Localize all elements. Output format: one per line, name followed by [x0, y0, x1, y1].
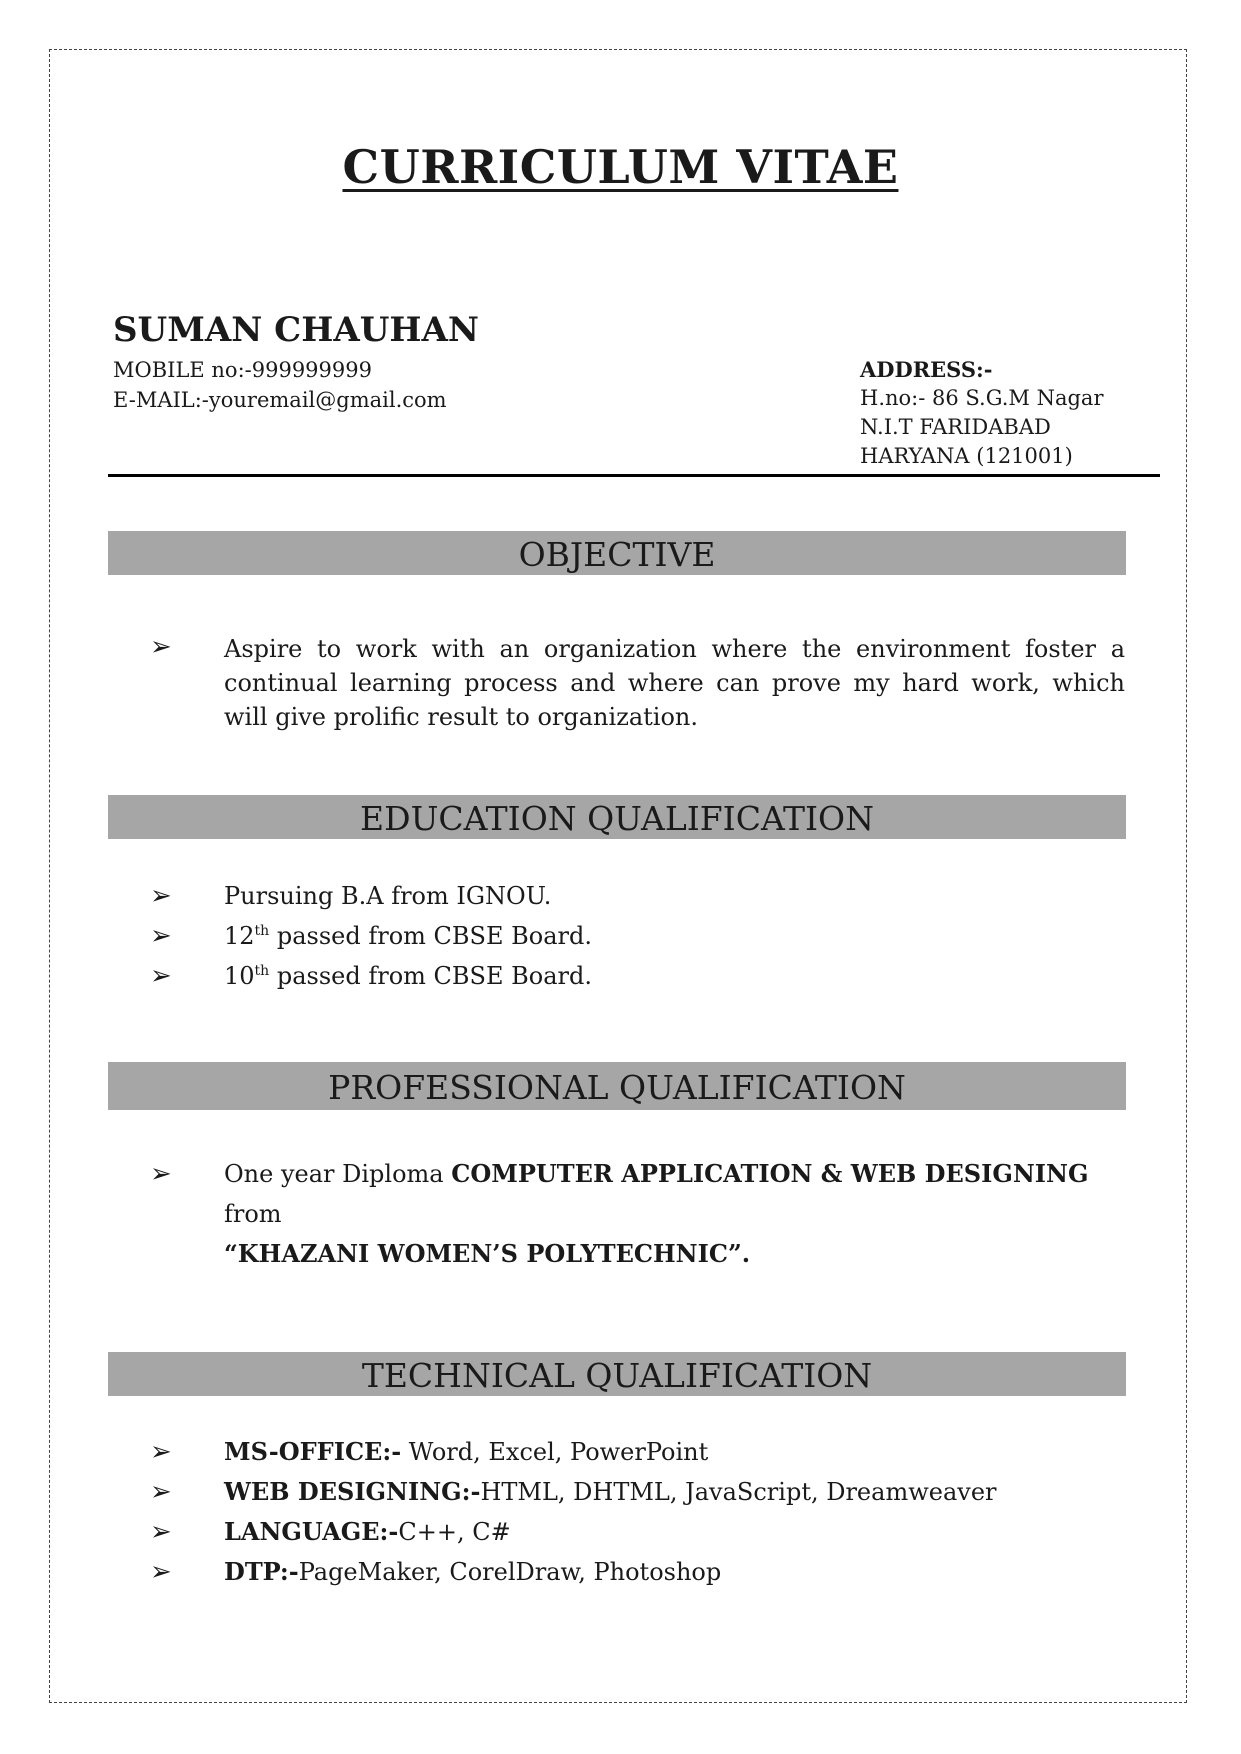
objective-heading: OBJECTIVE [108, 531, 1126, 575]
arrowhead-bullet-icon: ➢ [150, 1517, 172, 1547]
address-line: N.I.T FARIDABAD [860, 415, 1051, 439]
skill-label: LANGUAGE:- [224, 1517, 399, 1546]
header-divider [108, 474, 1160, 477]
arrowhead-bullet-icon: ➢ [150, 1437, 172, 1467]
skill-value: C++, C# [398, 1518, 511, 1546]
professional-prefix: One year Diploma [224, 1160, 452, 1188]
ordinal-suffix: th [254, 963, 270, 979]
list-item [150, 1154, 1125, 1274]
professional-list [150, 1154, 1125, 1274]
arrowhead-bullet-icon: ➢ [150, 1477, 172, 1507]
skill-label: DTP:- [224, 1557, 299, 1586]
arrowhead-bullet-icon: ➢ [150, 632, 172, 662]
education-heading: EDUCATION QUALIFICATION [108, 795, 1126, 839]
education-list [150, 876, 1125, 996]
technical-list [150, 1432, 1125, 1592]
objective-list [150, 632, 1125, 734]
education-item-text: passed from CBSE Board. [269, 962, 592, 990]
address-block [860, 355, 1104, 471]
address-line: HARYANA (121001) [860, 444, 1073, 468]
address-heading: ADDRESS:- [860, 357, 993, 382]
professional-institute: “KHAZANI WOMEN’S POLYTECHNIC”. [224, 1239, 751, 1268]
ordinal-suffix: th [254, 923, 270, 939]
education-item-number: 10 [224, 962, 255, 990]
arrowhead-bullet-icon: ➢ [150, 921, 172, 951]
page-title: CURRICULUM VITAE [342, 140, 899, 194]
objective-text: Aspire to work with an organization where the environment foster a continual learning process and where can prove my hard work, which will give prolific result to organization. [224, 635, 1125, 731]
list-item [150, 632, 1125, 734]
professional-course: COMPUTER APPLICATION & WEB DESIGNING [451, 1159, 1089, 1188]
education-item-number: 12 [224, 922, 255, 950]
education-item-text: Pursuing B.A from IGNOU. [224, 882, 552, 910]
candidate-name: SUMAN CHAUHAN [113, 310, 479, 350]
skill-value: PageMaker, CorelDraw, Photoshop [298, 1558, 722, 1586]
professional-mid: from [224, 1200, 282, 1228]
list-item [150, 1432, 1125, 1472]
mobile-number: MOBILE no:-999999999 [113, 358, 372, 382]
list-item [150, 916, 1125, 956]
arrowhead-bullet-icon: ➢ [150, 1159, 172, 1189]
arrowhead-bullet-icon: ➢ [150, 1557, 172, 1587]
list-item [150, 1512, 1125, 1552]
list-item [150, 1552, 1125, 1592]
professional-heading: PROFESSIONAL QUALIFICATION [108, 1062, 1126, 1110]
education-item-text: passed from CBSE Board. [269, 922, 592, 950]
skill-value: Word, Excel, PowerPoint [401, 1438, 709, 1466]
skill-label: WEB DESIGNING:- [224, 1477, 481, 1506]
arrowhead-bullet-icon: ➢ [150, 881, 172, 911]
address-line: H.no:- 86 S.G.M Nagar [860, 386, 1104, 410]
list-item [150, 956, 1125, 996]
list-item [150, 1472, 1125, 1512]
arrowhead-bullet-icon: ➢ [150, 961, 172, 991]
list-item [150, 876, 1125, 916]
technical-heading: TECHNICAL QUALIFICATION [108, 1352, 1126, 1396]
skill-value: HTML, DHTML, JavaScript, Dreamweaver [480, 1478, 997, 1506]
contact-block [113, 355, 447, 415]
email-address: E-MAIL:-youremail@gmail.com [113, 388, 447, 412]
skill-label: MS-OFFICE:- [224, 1437, 402, 1466]
